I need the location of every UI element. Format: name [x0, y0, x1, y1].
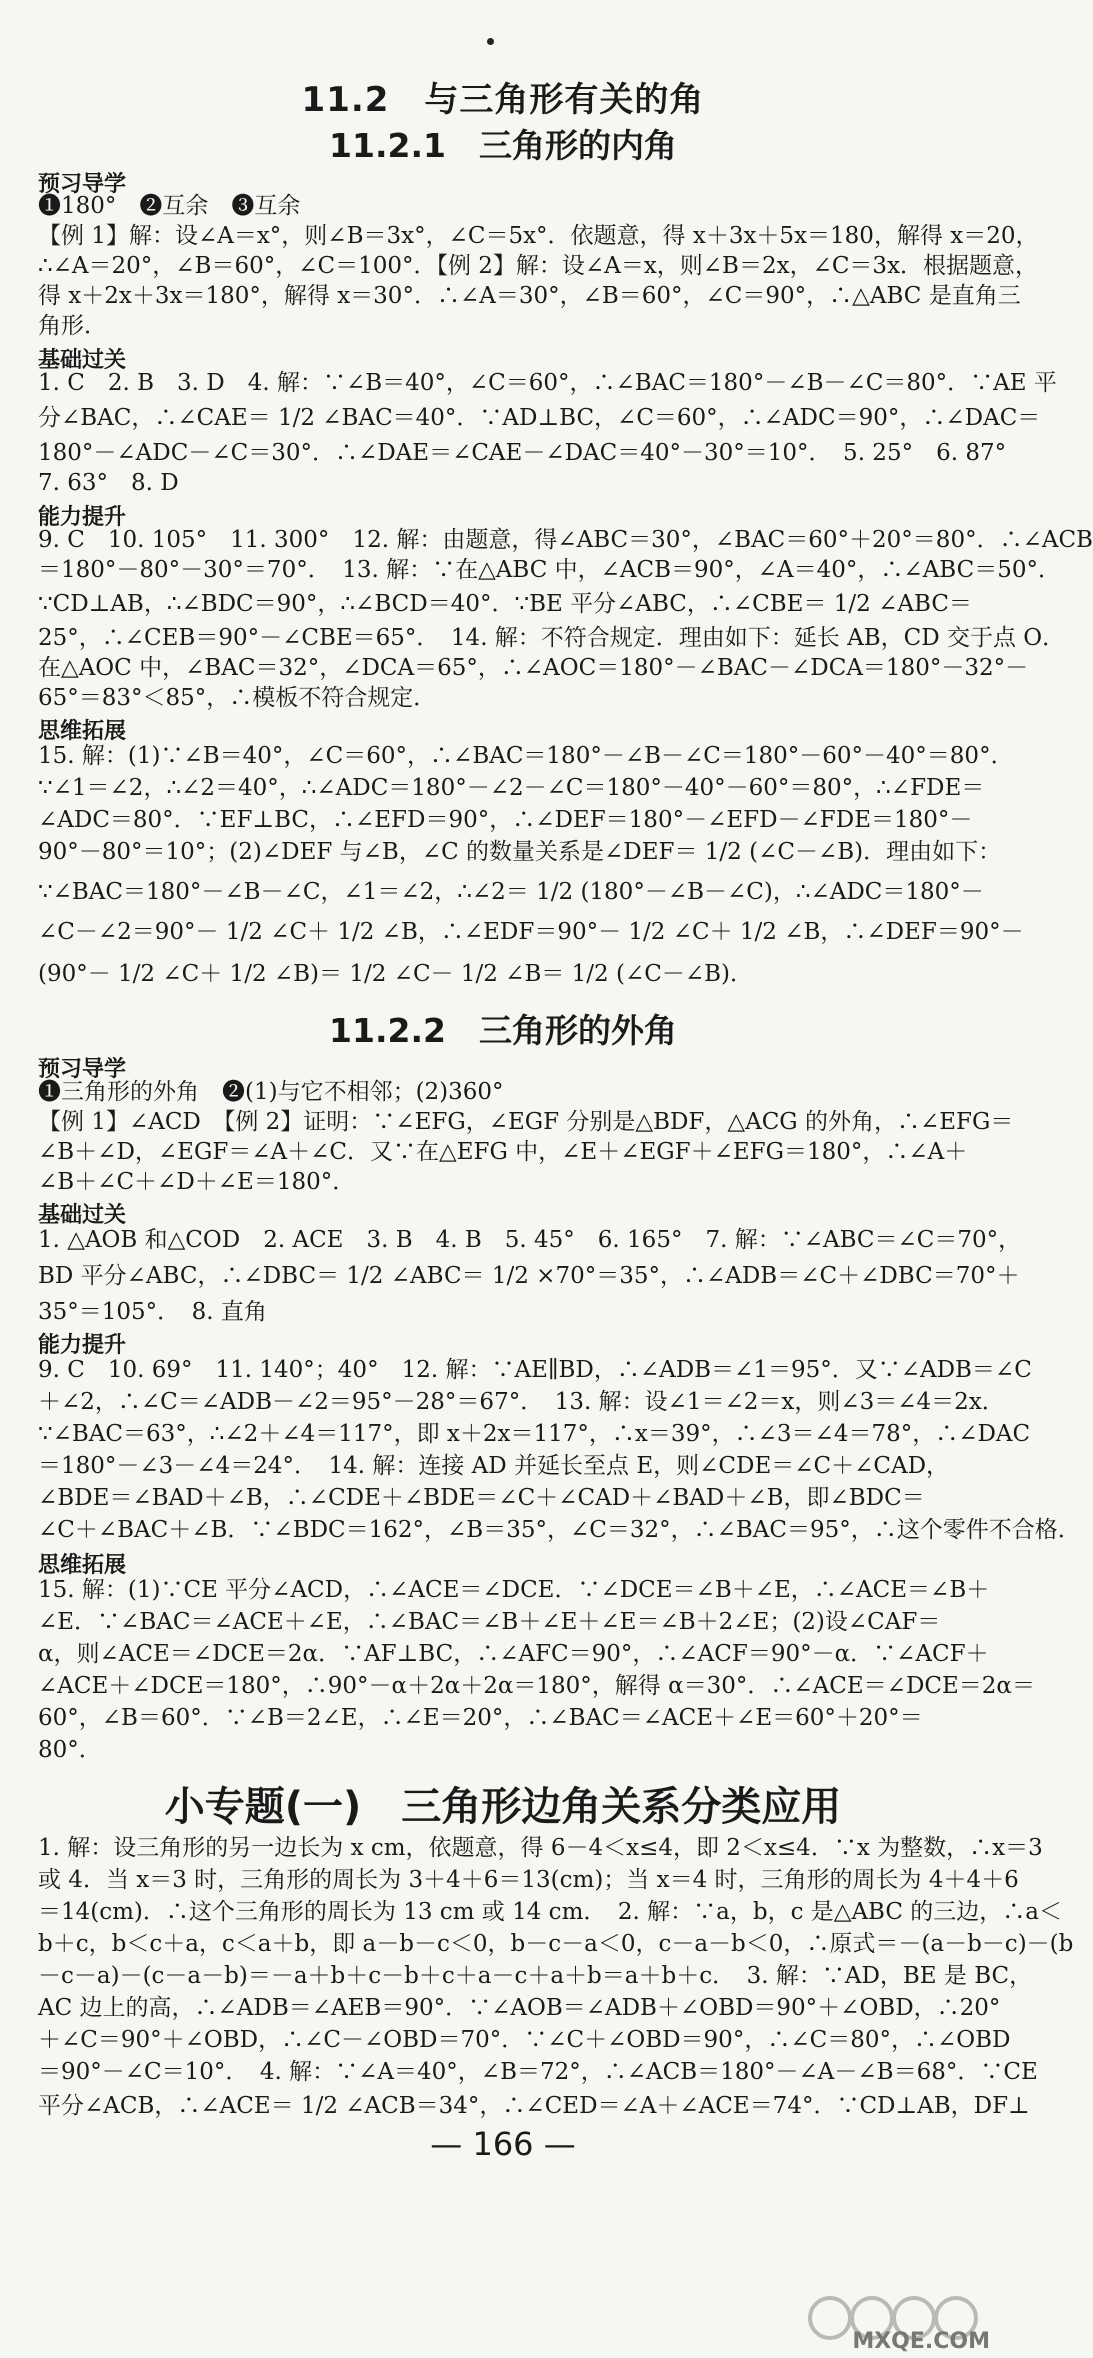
text-line: 【例 1】解：设∠A＝x°，则∠B＝3x°，∠C＝5x°．依题意，得 x＋3x＋5x＝180，解得 x＝20， [38, 223, 1039, 249]
text-line: －c－a)－(c－a－b)＝－a＋b＋c－b＋c＋a－c＋a＋b＝a＋b＋c． 3. 解：∵AD，BE 是 BC， [38, 1963, 1033, 1989]
text-line: 35°＝105°． 8. 直角 [38, 1299, 267, 1325]
text-line: ∵∠BAC＝180°－∠B－∠C，∠1＝∠2，∴∠2＝ 1/2 (180°－∠B－∠C)，∴∠ADC＝180°－ [38, 879, 984, 905]
text-line: ＝180°－∠3－∠4＝24°． 14. 解：连接 AD 并延长至点 E，则∠CDE＝∠C＋∠CAD， [38, 1453, 950, 1479]
label-preview-2: 预习导学 [38, 1057, 127, 1082]
text-line: ∵CD⊥AB，∴∠BDC＝90°，∴∠BCD＝40°．∵BE 平分∠ABC，∴∠CBE＝ 1/2 ∠ABC＝ [38, 591, 972, 617]
text-line: 【例 1】∠ACD 【例 2】证明：∵∠EFG，∠EGF 分别是△BDF，△ACG 的外角，∴∠EFG＝ [38, 1109, 1014, 1135]
text-line: ∠E．∵∠BAC＝∠ACE＋∠E，∴∠BAC＝∠B＋∠E＋∠E＝∠B＋2∠E；(2)设∠CAF＝ [38, 1609, 941, 1635]
text-line: 分∠BAC，∴∠CAE＝ 1/2 ∠BAC＝40°．∵AD⊥BC，∠C＝60°，∴∠ADC＝90°，∴∠DAC＝ [38, 405, 1041, 431]
text-line: (90°－ 1/2 ∠C＋ 1/2 ∠B)＝ 1/2 ∠C－ 1/2 ∠B＝ 1/2 (∠C－∠B)． [38, 961, 753, 987]
text-line: ∠BDE＝∠BAD＋∠B，∴∠CDE＋∠BDE＝∠C＋∠CAD＋∠BAD＋∠B，即∠BDC＝ [38, 1485, 925, 1511]
text-line: b＋c，b＜c＋a，c＜a＋b，即 a－b－c＜0，b－c－a＜0，c－a－b＜0，∴原式＝－(a－b－c)－(b [38, 1931, 1074, 1957]
text-line: 60°，∠B＝60°．∵∠B＝2∠E，∴∠E＝20°，∴∠BAC＝∠ACE＋∠E＝60°＋20°＝ [38, 1705, 923, 1731]
label-basic-2: 基础过关 [38, 1203, 127, 1228]
text-line: ∠ADC＝80°．∵EF⊥BC，∴∠EFD＝90°，∴∠DEF＝180°－∠EFD－∠FDE＝180°－ [38, 807, 973, 833]
text-line: ＋∠C＝90°＋∠OBD，∴∠C－∠OBD＝70°．∵∠C＋∠OBD＝90°，∴∠C＝80°，∴∠OBD [38, 2027, 1011, 2053]
text-line: BD 平分∠ABC，∴∠DBC＝ 1/2 ∠ABC＝ 1/2 ×70°＝35°，∴∠ADB＝∠C＋∠DBC＝70°＋ [38, 1263, 1020, 1289]
text-line: 90°－80°＝10°；(2)∠DEF 与∠B，∠C 的数量关系是∠DEF＝ 1/2 (∠C－∠B)．理由如下： [38, 839, 1002, 865]
text-line: α，则∠ACE＝∠DCE＝2α．∵AF⊥BC，∴∠AFC＝90°，∴∠ACF＝90°－α．∵∠ACF＋ [38, 1641, 989, 1667]
subsection-heading-1: 11.2.1 三角形的内角 [329, 126, 677, 165]
text-line: ∠B＋∠C＋∠D＋∠E＝180°． [38, 1169, 356, 1195]
text-line: ＝90°－∠C＝10°． 4. 解：∵∠A＝40°，∠B＝72°，∴∠ACB＝180°－∠A－∠B＝68°．∵CE [38, 2059, 1038, 2085]
text-line: 9. C 10. 69° 11. 140°；40° 12. 解：∵AE∥BD，∴∠ADB＝∠1＝95°．又∵∠ADB＝∠C [38, 1357, 1032, 1383]
text-line: 1. 解：设三角形的另一边长为 x cm，依题意，得 6－4＜x≤4，即 2＜x≤4．∵x 为整数，∴x＝3 [38, 1835, 1043, 1861]
text-line: 25°，∴∠CEB＝90°－∠CBE＝65°． 14. 解：不符合规定．理由如下：延长 AB，CD 交于点 O． [38, 625, 1066, 651]
topic-heading: 小专题(一) 三角形边角关系分类应用 [164, 1784, 842, 1830]
text-line: 65°＝83°＜85°，∴模板不符合规定． [38, 685, 437, 711]
label-thinking-2: 思维拓展 [38, 1553, 127, 1578]
text-line: 7. 63° 8. D [38, 470, 179, 496]
text-line: ＝180°－80°－30°＝70°． 13. 解：∵在△ABC 中，∠ACB＝90°，∠A＝40°，∴∠ABC＝50°． [38, 557, 1061, 583]
text-line: 9. C 10. 105° 11. 300° 12. 解：由题意，得∠ABC＝30°，∠BAC＝60°＋20°＝80°．∴∠ACB [38, 527, 1093, 553]
label-thinking-1: 思维拓展 [38, 719, 127, 744]
text-line: ＝14(cm)．∴这个三角形的周长为 13 cm 或 14 cm． 2. 解：∵a，b，c 是△ABC 的三边，∴a＜ [38, 1899, 1063, 1925]
label-ability-1: 能力提升 [38, 505, 127, 530]
text-line: 180°－∠ADC－∠C＝30°．∴∠DAE＝∠CAE－∠DAC＝40°－30°＝10°． 5. 25° 6. 87° [38, 440, 1007, 466]
section-heading: 11.2 与三角形有关的角 [301, 80, 705, 120]
text-line: 在△AOC 中，∠BAC＝32°，∠DCA＝65°，∴∠AOC＝180°－∠BAC－∠DCA＝180°－32°－ [38, 655, 1029, 681]
text-line: ＋∠2，∴∠C＝∠ADB－∠2＝95°－28°＝67°． 13. 解：设∠1＝∠2＝x，则∠3＝∠4＝2x． [38, 1389, 1005, 1415]
text-line: ∠C＋∠BAC＋∠B．∵∠BDC＝162°，∠B＝35°，∠C＝32°，∴∠BAC＝95°，∴这个零件不合格． [38, 1517, 1081, 1543]
label-basic-1: 基础过关 [38, 348, 127, 373]
label-ability-2: 能力提升 [38, 1333, 127, 1358]
text-line: AC 边上的高，∴∠ADB＝∠AEB＝90°．∵∠AOB＝∠ADB＋∠OBD＝90°＋∠OBD，∴20° [38, 1995, 1001, 2021]
text-line: 1. △AOB 和△COD 2. ACE 3. B 4. B 5. 45° 6. 165° 7. 解：∵∠ABC＝∠C＝70°， [38, 1227, 1022, 1253]
text-line: ∴∠A＝20°，∠B＝60°，∠C＝100°．【例 2】解：设∠A＝x，则∠B＝2x，∠C＝3x．根据题意， [38, 253, 1039, 279]
text-line: 15. 解：(1)∵CE 平分∠ACD，∴∠ACE＝∠DCE．∵∠DCE＝∠B＋∠E，∴∠ACE＝∠B＋ [38, 1577, 990, 1603]
text-line: 平分∠ACB，∴∠ACE＝ 1/2 ∠ACB＝34°，∴∠CED＝∠A＋∠ACE＝74°．∵CD⊥AB，DF⊥ [38, 2093, 1030, 2119]
text-line: ∵∠1＝∠2，∴∠2＝40°，∴∠ADC＝180°－∠2－∠C＝180°－40°－60°＝80°，∴∠FDE＝ [38, 775, 985, 801]
text-line: ❶180° ❷互余 ❸互余 [38, 193, 301, 219]
text-line: ❶三角形的外角 ❷(1)与它不相邻；(2)360° [38, 1079, 504, 1105]
text-line: 15. 解：(1)∵∠B＝40°，∠C＝60°，∴∠BAC＝180°－∠B－∠C＝180°－60°－40°＝80°． [38, 743, 1014, 769]
text-line: 角形． [38, 313, 107, 339]
text-line: ∠ACE＋∠DCE＝180°，∴90°－α＋2α＋2α＝180°，解得 α＝30°．∴∠ACE＝∠DCE＝2α＝ [38, 1673, 1035, 1699]
top-dot [487, 38, 494, 45]
subsection-heading-2: 11.2.2 三角形的外角 [329, 1011, 677, 1050]
text-line: ∠B＋∠D，∠EGF＝∠A＋∠C．又∵在△EFG 中，∠E＋∠EGF＋∠EFG＝180°，∴∠A＋ [38, 1139, 968, 1165]
text-line: ∠C－∠2＝90°－ 1/2 ∠C＋ 1/2 ∠B，∴∠EDF＝90°－ 1/2 ∠C＋ 1/2 ∠B，∴∠DEF＝90°－ [38, 919, 1024, 945]
page-number: — 166 — [430, 2125, 576, 2163]
text-line: 得 x＋2x＋3x＝180°，解得 x＝30°．∴∠A＝30°，∠B＝60°，∠C＝90°，∴△ABC 是直角三 [38, 283, 1021, 309]
text-line: ∵∠BAC＝63°，∴∠2＋∠4＝117°，即 x＋2x＝117°，∴x＝39°，∴∠3＝∠4＝78°，∴∠DAC [38, 1421, 1031, 1447]
text-line: 1. C 2. B 3. D 4. 解：∵∠B＝40°，∠C＝60°，∴∠BAC＝180°－∠B－∠C＝80°．∵AE 平 [38, 370, 1057, 396]
label-preview-1: 预习导学 [38, 172, 127, 197]
text-line: 或 4．当 x＝3 时，三角形的周长为 3＋4＋6＝13(cm)；当 x＝4 时，三角形的周长为 4＋4＋6 [38, 1867, 1019, 1893]
watermark-text: MXQE.COM [852, 2329, 990, 2354]
text-line: 80°． [38, 1737, 102, 1763]
